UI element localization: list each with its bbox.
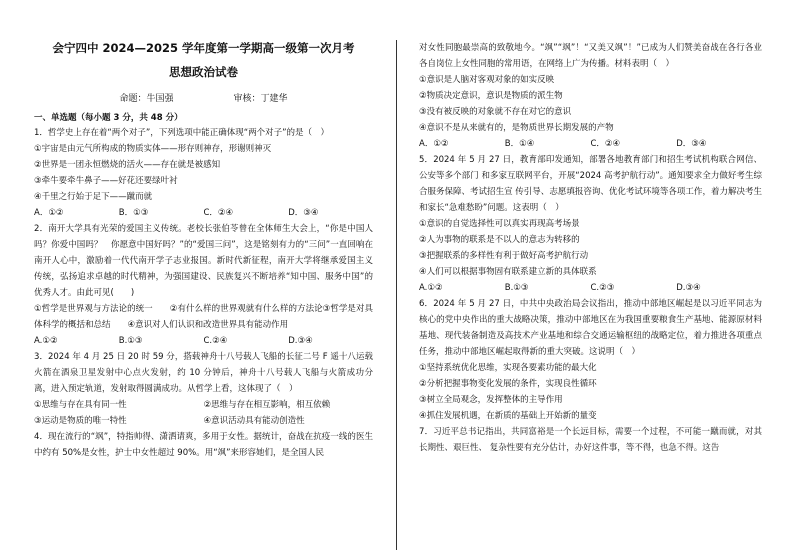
- author: 命题：牛国强: [119, 94, 174, 104]
- option-c[interactable]: C.②④: [203, 336, 228, 346]
- answer-options: [419, 136, 762, 152]
- reviewer: 审核：丁建华: [233, 94, 288, 104]
- option-c[interactable]: C.②③: [590, 283, 615, 293]
- statement: ③没有被反映的对象就不存在对它的意识: [419, 107, 572, 117]
- statement: ③把握联系的多样性有利于做好高考护航行动: [419, 251, 589, 261]
- answer-options: [34, 205, 373, 221]
- question-stem: 6．2024 年 5 月 27 日，中共中央政治局会议指出，推动中部地区崛起是以习近平同志为核心的党中央作出的重大战略决策，推动中部地区在为我国重要粮食生产基地、能源原材料基地、现代装备制造及高技术产业基地和综合交通运输枢纽的战略定位，着力推进各项重点任务，推动中部地区崛起取得新的重大突破。这说明（ ）: [419, 299, 762, 357]
- statement: ①坚持系统优化思维，实现各要素功能的最大化: [419, 363, 597, 373]
- statements: [34, 413, 373, 429]
- statement: ④意识不是从来就有的，是物质世界长期发展的产物: [419, 123, 614, 133]
- question-stem: 1．哲学史上存在着“两个对子”，下列选项中能正确体现“两个对子”的是（ ）: [34, 128, 330, 138]
- statement: ①宇宙是由元气所构成的物质实体——形存则神存，形谢则神灭: [34, 144, 272, 154]
- option-b[interactable]: B．①④: [504, 139, 535, 149]
- answer-options: [419, 280, 762, 296]
- statement: ①意识是人脑对客观对象的如实反映: [419, 75, 555, 85]
- option-c[interactable]: C．②④: [590, 139, 621, 149]
- question-stem: 4．现在流行的“飒”，特指帅得、潇洒请爽，多用于女性。据统计，奋战在抗疫一线的医生中约有 50%是女性，护士中女性超过 90%。用“飒”来形容她们，是全国人民: [34, 432, 373, 458]
- statement: ④抓住发展机遇，在新质的基础上开始新的量变: [419, 411, 597, 421]
- question-1: [34, 125, 373, 221]
- statement: ②人为事物的联系是不以人的意志为转移的: [419, 235, 580, 245]
- statement: ③树立全局观念，发挥整体的主导作用: [419, 395, 563, 405]
- statement: ②分析把握事物变化发展的条件，实现良性循环: [419, 379, 597, 389]
- question-2: [34, 221, 373, 349]
- exam-title: 会宁四中 2024—2025 学年度第一学期高一级第一次月考: [52, 41, 355, 55]
- option-b[interactable]: B.①③: [504, 283, 529, 293]
- answer-options: [34, 333, 373, 349]
- question-4-continued: [419, 40, 762, 152]
- question-stem: 3．2024 年 4 月 25 日 20 时 59 分，搭载神舟十八号载人飞船的长征二号 F 遥十八运载火箭在酒泉卫星发射中心点火发射，约 10 分钟后，神舟十八号载人飞船与火箭成功分离，进入预定轨道，发射取得圆满成功。从哲学上看，这体现了（ ）: [34, 352, 373, 394]
- exam-subtitle: 思想政治试卷: [169, 65, 238, 79]
- statement: ①思维与存在具有同一性: [34, 400, 127, 410]
- statement: ④意识活动具有能动创造性: [203, 416, 305, 426]
- statement: ④千里之行始于足下——蹴而就: [34, 192, 153, 202]
- statement: ②思维与存在相互影响，相互依赖: [203, 400, 331, 410]
- statement: ②世界是一团永恒燃烧的活火——存在就是被感知: [34, 160, 221, 170]
- statements: [34, 397, 373, 413]
- statement: ③牵牛要牵牛鼻子——好花还要绿叶衬: [34, 176, 178, 186]
- statement: ①意识的自觉选择性可以真实再现高考场景: [419, 219, 580, 229]
- question-4: [34, 429, 373, 461]
- option-c[interactable]: C．②④: [203, 208, 234, 218]
- statement: ②物质决定意识，意识是物质的派生物: [419, 91, 563, 101]
- question-7: [419, 424, 762, 456]
- option-a[interactable]: A.①②: [419, 283, 443, 293]
- question-3: [34, 349, 373, 429]
- option-a[interactable]: A.①②: [34, 336, 58, 346]
- option-b[interactable]: B.①③: [118, 336, 143, 346]
- option-d[interactable]: D．③④: [676, 139, 707, 149]
- question-stem: 2．南开大学具有光荣的爱国主义传统。老校长张伯苓曾在全体师生大会上，“你是中国人吗？你爱中国吗？ 你愿意中国好吗？”的“爱国三问”，这是铭刻有力的“三问”一直回响在南开人心中，激励着一代代南开学子志业报国。新时代新征程，南开大学将继承爱国主义传统，弘扬追求卓越的时代精神，为强国建设、民族复兴不断培养“知中国、服务中国”的优秀人才。由此可见( ): [34, 224, 373, 298]
- right-column: [397, 0, 794, 550]
- question-stem: 对女性同胞最崇高的致敬地今。“飒”“飒”！“又美又飒”！”已成为人们赞美奋战在各行各业各自岗位上女性同胞的常用语，在网络上广为传播。材料表明（ ）: [419, 43, 762, 69]
- question-5: [419, 152, 762, 296]
- option-a[interactable]: A．①②: [419, 139, 449, 149]
- option-d[interactable]: D．③④: [288, 208, 319, 218]
- authors-row: [34, 92, 373, 106]
- statement: ④人们可以根据事物固有联系建立新的具体联系: [419, 267, 597, 277]
- section-heading: 一、单选题（每小题 3 分，共 48 分）: [34, 113, 183, 123]
- option-b[interactable]: B．①③: [118, 208, 149, 218]
- statement: ③运动是物质的唯一特性: [34, 416, 127, 426]
- question-stem: 5．2024 年 5 月 27 日，教育部印发通知，部署各地教育部门和招生考试机构联合网信、公安等多个部门 和多家互联网平台，开展“2024 高考护航行动”。通知要求全力做好考生综合服务保障、考试招生宣 传引导、志愿填报咨询、优化考试环境等各项工作，着力解决考生和家长“急难愁盼”问题。这表明（ ）: [419, 155, 762, 213]
- option-d[interactable]: D.③④: [676, 283, 701, 293]
- option-d[interactable]: D.③④: [288, 336, 313, 346]
- statement: ①哲学是世界观与方法论的统一 ②有什么样的世界观就有什么样的方法论③哲学是对具体科学的概括和总结 ④意识对人们认识和改造世界具有能动作用: [34, 304, 373, 330]
- question-stem: 7．习近平总书记指出，共同富裕是一个长远目标，需要一个过程，不可能一蹴而就，对其长期性、艰巨性、 复杂性要有充分估计，办好这件事，等不得，也急不得。这告: [419, 427, 762, 453]
- question-6: [419, 296, 762, 424]
- option-a[interactable]: A．①②: [34, 208, 64, 218]
